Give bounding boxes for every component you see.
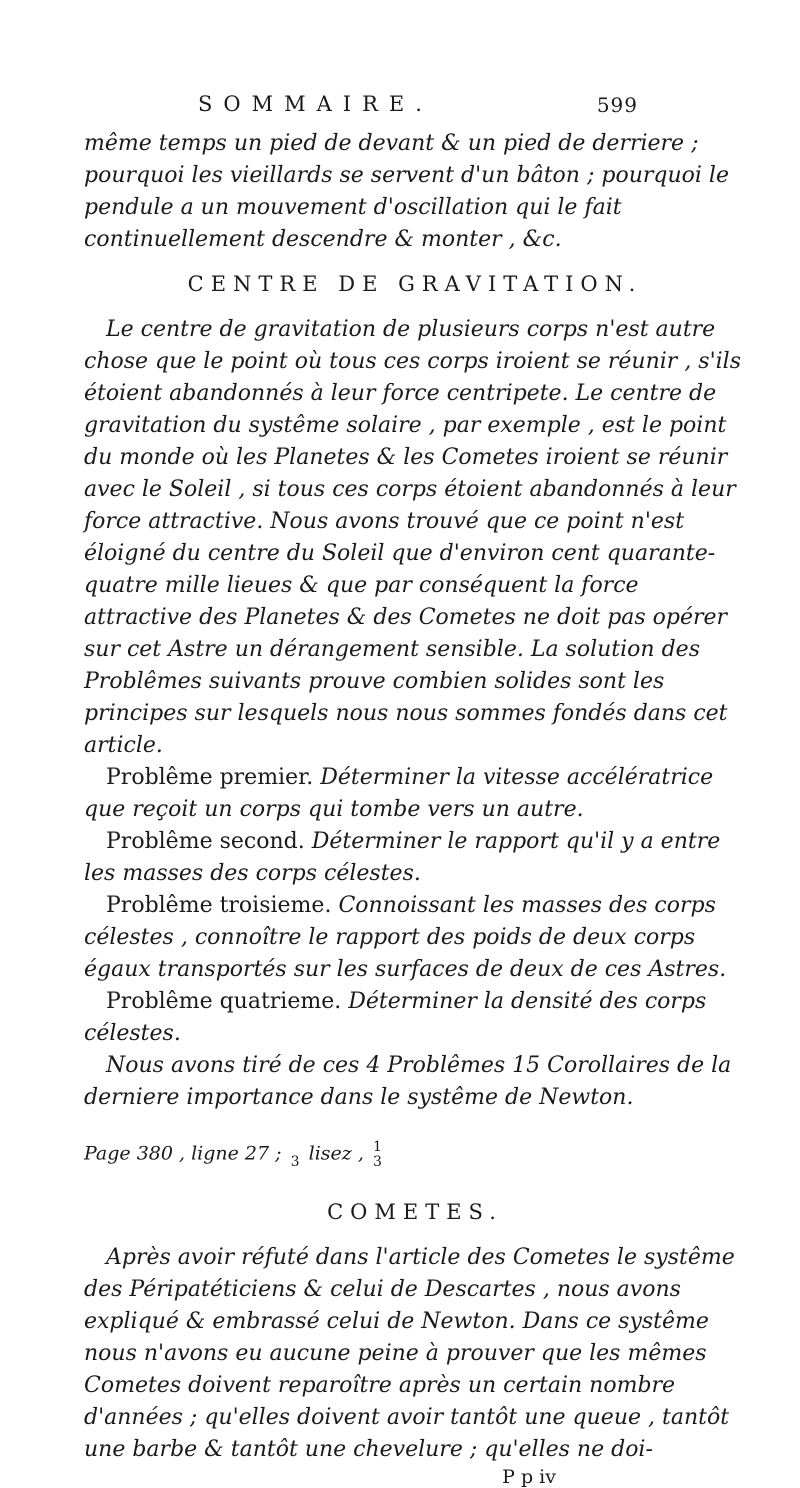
errata-word: lisez ,: [308, 1142, 364, 1165]
errata-prefix: Page 380 , ligne 27 ;: [84, 1142, 282, 1165]
problem-text: Connoissant les masses des corps célestes , connoître le rapport des poids de deux corps égaux transportés sur les surfaces de deux de ces Astres.: [84, 893, 727, 982]
section-title-gravitation: CENTRE DE GRAVITATION.: [187, 272, 643, 296]
problem-text: Déterminer la vitesse accélératrice que reçoit un corps qui tombe vers un autre.: [84, 765, 714, 822]
cometes-paragraph: Après avoir réfuté dans l'article des Cometes le systême des Péripatéticiens & celui de Descartes , nous avons expliqué & embrassé celui de Newton. Dans ce systême nous n'avons eu aucune peine à prouver que les mêmes Cometes doivent reparoître après un certain nombre d'années ; qu'elles doivent avoir tantôt une queue , tantôt une barbe & tantôt une chevelure ; qu'elles ne doi-: [84, 1245, 735, 1462]
page-number: 599: [596, 93, 638, 117]
gravitation-paragraph: Le centre de gravitation de plusieurs corps n'est autre chose que le point où tous ces corps iroient se réunir , s'ils étoient abandonnés à leur force centripete. Le centre de gravitation du systême solaire , par exemple , est le point du monde où les Planetes & les Cometes iroient se réunir avec le Soleil , si tous ces corps étoient abandonnés à leur force attractive. Nous avons trouvé que ce point n'est éloigné du centre du Soleil que d'environ cent quarante-quatre mille lieues & que par conséquent la force attractive des Planetes & des Cometes ne doit pas opérer sur cet Astre un dérangement sensible. La solution des Problêmes suivants prouve combien solides sont les principes sur lesquels nous nous sommes fondés dans cet article.: [84, 317, 742, 758]
errata-line: [84, 1140, 746, 1184]
problem-4: [84, 986, 746, 1050]
problem-text: Déterminer le rapport qu'il y a entre les masses des corps célestes.: [84, 829, 721, 886]
problem-2: [84, 826, 746, 890]
problem-text: Déterminer la densité des corps célestes.: [84, 989, 707, 1046]
problem-label: Problême second.: [106, 829, 305, 854]
fraction-denominator: 3: [373, 1154, 382, 1170]
fraction-numerator: 1: [373, 1139, 382, 1155]
section-title-cometes: COMETES.: [327, 1200, 503, 1224]
problem-3: [84, 890, 746, 986]
header-title: SOMMAIRE.: [198, 92, 433, 116]
signature-mark: P p iv: [502, 1466, 556, 1488]
intro-paragraph: même temps un pied de devant & un pied de derriere ; pourquoi les vieillards se servent d'un bâton ; pourquoi le pendule a un mouvement d'oscillation qui le fait continuellement descendre & monter , &c.: [84, 131, 729, 252]
problem-1: [84, 762, 746, 826]
problem-label: Problême quatrieme.: [106, 989, 342, 1014]
problem-label: Problême premier.: [106, 765, 314, 790]
fraction-two: [373, 1140, 382, 1170]
closing-paragraph: Nous avons tiré de ces 4 Problêmes 15 Corollaires de la derniere importance dans le systême de Newton.: [84, 1053, 732, 1110]
problem-label: Problême troisieme.: [106, 893, 332, 918]
running-header: [198, 92, 638, 122]
fraction-one: [291, 1140, 300, 1170]
fraction-numerator: [291, 1140, 300, 1155]
fraction-denominator: 3: [290, 1154, 300, 1170]
page-body: [84, 128, 746, 1488]
